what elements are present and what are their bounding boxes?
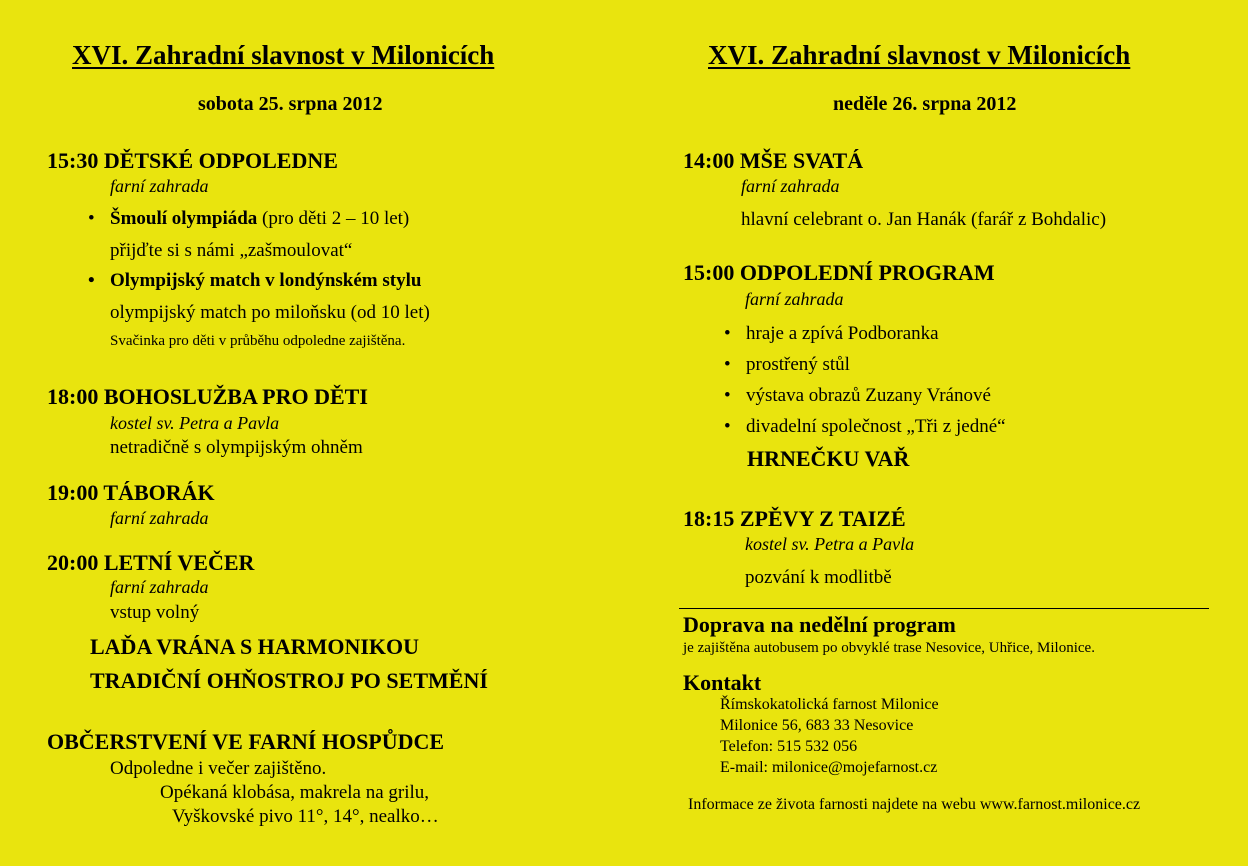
smouli-age: (pro děti 2 – 10 let)	[257, 208, 410, 229]
match-subtitle: olympijský match po miloňsku (od 10 let)	[110, 302, 430, 323]
contact-address: Milonice 56, 683 33 Nesovice	[720, 717, 914, 734]
bullet-smouli	[110, 208, 409, 230]
event-2000-place: farní zahrada	[110, 577, 209, 597]
event-2000-heading: 20:00 LETNÍ VEČER	[47, 550, 255, 575]
refreshments-line-1: Odpoledne i večer zajištěno.	[110, 758, 327, 779]
refreshments-heading: OBČERSTVENÍ VE FARNÍ HOSPŮDCE	[47, 729, 445, 754]
snack-note: Svačinka pro děti v průběhu odpoledne zajištěna.	[110, 333, 406, 349]
saturday-date: sobota 25. srpna 2012	[198, 93, 383, 115]
transport-text: je zajištěna autobusem po obvyklé trase Nesovice, Uhřice, Milonice.	[683, 640, 1095, 656]
event-1900-heading: 19:00 TÁBORÁK	[47, 480, 215, 505]
event-1530-heading: 15:30 DĚTSKÉ ODPOLEDNE	[47, 148, 338, 173]
play-title: HRNEČKU VAŘ	[747, 446, 910, 471]
contact-phone: Telefon: 515 532 056	[720, 738, 858, 755]
contact-heading: Kontakt	[683, 670, 762, 695]
event-1400-place: farní zahrada	[741, 176, 840, 196]
event-1800-heading: 18:00 BOHOSLUŽBA PRO DĚTI	[47, 384, 368, 409]
smouli-title: Šmoulí olympiáda	[110, 208, 258, 229]
event-2000-entry: vstup volný	[110, 602, 200, 623]
program-item: • prostřený stůl	[746, 354, 850, 376]
harmonica-line: LAĎA VRÁNA S HARMONIKOU	[90, 634, 420, 659]
event-1815-place: kostel sv. Petra a Pavla	[745, 534, 915, 554]
program-item: • hraje a zpívá Podboranka	[746, 323, 939, 345]
refreshments-line-3: Vyškovské pivo 11°, 14°, nealko…	[172, 806, 439, 827]
transport-heading: Doprava na nedělní program	[683, 612, 956, 637]
event-1900-place: farní zahrada	[110, 508, 209, 528]
event-1500-place: farní zahrada	[745, 289, 844, 309]
event-1400-text: hlavní celebrant o. Jan Hanák (farář z Bohdalic)	[741, 209, 1107, 230]
program-item: • výstava obrazů Zuzany Vránové	[746, 385, 991, 407]
contact-parish: Římskokatolická farnost Milonice	[720, 696, 939, 713]
sunday-date: neděle 26. srpna 2012	[833, 93, 1017, 115]
refreshments-line-2: Opékaná klobása, makrela na grilu,	[160, 782, 430, 803]
event-1800-text: netradičně s olympijským ohněm	[110, 437, 363, 458]
event-1500-heading: 15:00 ODPOLEDNÍ PROGRAM	[683, 260, 995, 285]
contact-email: E-mail: milonice@mojefarnost.cz	[720, 759, 938, 776]
program-item: • divadelní společnost „Tři z jedné“	[746, 416, 1006, 438]
event-1530-place: farní zahrada	[110, 176, 209, 196]
sunday-title: XVI. Zahradní slavnost v Milonicích	[708, 40, 1131, 70]
match-title: Olympijský match v londýnském stylu	[110, 270, 422, 291]
divider	[679, 608, 1209, 609]
bullet-match	[110, 270, 421, 292]
event-1400-heading: 14:00 MŠE SVATÁ	[683, 148, 864, 173]
smouli-subtitle: přijďte si s námi „zašmoulovat“	[110, 240, 353, 261]
event-1815-heading: 18:15 ZPĚVY Z TAIZÉ	[683, 506, 906, 531]
saturday-title: XVI. Zahradní slavnost v Milonicích	[72, 40, 495, 70]
fireworks-line: TRADIČNÍ OHŇOSTROJ PO SETMĚNÍ	[90, 668, 488, 693]
website-note: Informace ze života farnosti najdete na webu www.farnost.milonice.cz	[688, 796, 1141, 813]
event-1800-place: kostel sv. Petra a Pavla	[110, 413, 280, 433]
event-1815-text: pozvání k modlitbě	[745, 567, 892, 588]
